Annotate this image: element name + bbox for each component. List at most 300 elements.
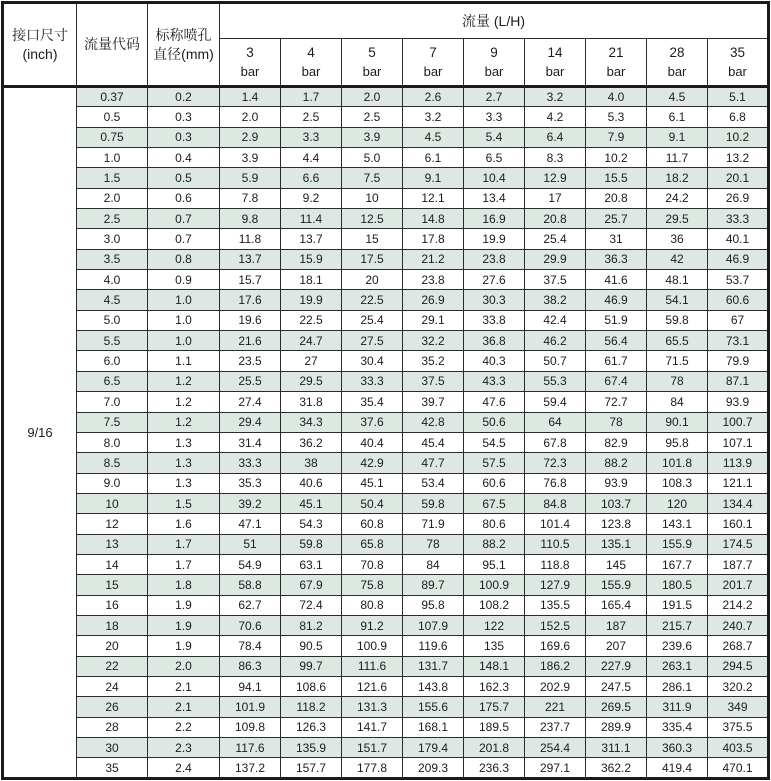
flow-value-cell: 120 [647, 493, 708, 513]
flow-value-cell: 33.3 [220, 453, 281, 473]
header-pressure-21bar [586, 39, 647, 87]
flow-value-cell: 29.5 [647, 209, 708, 229]
flow-value-cell: 29.9 [525, 249, 586, 269]
flow-code-cell: 22 [77, 656, 148, 676]
table-row [3, 534, 769, 554]
pressure-value: 28 [669, 45, 685, 61]
flow-code-cell: 0.5 [77, 107, 148, 127]
flow-value-cell: 119.6 [403, 636, 464, 656]
orifice-diameter-cell: 1.9 [148, 595, 220, 615]
flow-value-cell: 40.3 [464, 351, 525, 371]
header-orifice-line2: 直径(mm) [153, 45, 214, 62]
flow-value-cell: 6.1 [647, 107, 708, 127]
flow-value-cell: 12.1 [403, 188, 464, 208]
flow-value-cell: 67.9 [281, 575, 342, 595]
pressure-unit: bar [484, 63, 504, 79]
flow-value-cell: 18.1 [281, 270, 342, 290]
table-row [3, 514, 769, 534]
flow-value-cell: 3.2 [403, 107, 464, 127]
flow-value-cell: 20.8 [586, 188, 647, 208]
orifice-diameter-cell: 1.9 [148, 636, 220, 656]
flow-value-cell: 167.7 [647, 554, 708, 574]
pressure-unit: bar [606, 63, 626, 79]
flow-code-cell: 8.5 [77, 453, 148, 473]
flow-value-cell: 11.7 [647, 148, 708, 168]
flow-value-cell: 186.2 [525, 656, 586, 676]
flow-value-cell: 187.7 [708, 554, 769, 574]
flow-value-cell: 50.4 [342, 493, 403, 513]
flow-value-cell: 50.6 [464, 412, 525, 432]
flow-value-cell: 59.8 [403, 493, 464, 513]
flow-value-cell: 131.3 [342, 697, 403, 717]
flow-value-cell: 33.8 [464, 310, 525, 330]
table-row [3, 87, 769, 107]
flow-code-cell: 0.75 [77, 127, 148, 147]
flow-value-cell: 23.8 [403, 270, 464, 290]
flow-value-cell: 35.2 [403, 351, 464, 371]
table-row [3, 392, 769, 412]
flow-value-cell: 47.6 [464, 392, 525, 412]
flow-code-cell: 9.0 [77, 473, 148, 493]
orifice-diameter-cell: 1.9 [148, 615, 220, 635]
header-interface-size [3, 3, 77, 87]
flow-value-cell: 60.6 [708, 290, 769, 310]
orifice-diameter-cell: 2.4 [148, 758, 220, 779]
orifice-diameter-cell: 1.2 [148, 371, 220, 391]
header-flow-group: 流量 (L/H) [220, 3, 769, 39]
flow-value-cell: 107.1 [708, 432, 769, 452]
flow-code-cell: 30 [77, 738, 148, 758]
flow-value-cell: 58.8 [220, 575, 281, 595]
pressure-value: 35 [729, 45, 746, 61]
flow-value-cell: 10 [342, 188, 403, 208]
table-row [3, 636, 769, 656]
flow-value-cell: 239.6 [647, 636, 708, 656]
flow-value-cell: 29.4 [220, 412, 281, 432]
header-orifice-line1: 标称喷孔 [155, 27, 212, 44]
flow-value-cell: 5.4 [464, 127, 525, 147]
pressure-unit: bar [667, 63, 687, 79]
flow-value-cell: 59.4 [525, 392, 586, 412]
flow-value-cell: 2.9 [220, 127, 281, 147]
flow-value-cell: 4.0 [586, 87, 647, 107]
flow-value-cell: 17.5 [342, 249, 403, 269]
header-interface-size-line2: (inch) [22, 45, 58, 62]
flow-value-cell: 31.4 [220, 432, 281, 452]
flow-value-cell: 101.8 [647, 453, 708, 473]
flow-value-cell: 78.4 [220, 636, 281, 656]
orifice-diameter-cell: 0.9 [148, 270, 220, 290]
flow-value-cell: 362.2 [586, 758, 647, 779]
flow-value-cell: 5.3 [586, 107, 647, 127]
flow-value-cell: 15.7 [220, 270, 281, 290]
flow-value-cell: 40.1 [708, 229, 769, 249]
flow-value-cell: 201.8 [464, 738, 525, 758]
flow-value-cell: 42 [647, 249, 708, 269]
flow-value-cell: 237.7 [525, 717, 586, 737]
flow-value-cell: 100.9 [342, 636, 403, 656]
orifice-diameter-cell: 1.0 [148, 290, 220, 310]
flow-value-cell: 95.8 [403, 595, 464, 615]
flow-value-cell: 25.4 [525, 229, 586, 249]
pressure-value: 3 [246, 45, 254, 61]
flow-value-cell: 70.6 [220, 615, 281, 635]
flow-value-cell: 75.8 [342, 575, 403, 595]
flow-value-cell: 11.8 [220, 229, 281, 249]
flow-value-cell: 268.7 [708, 636, 769, 656]
flow-value-cell: 12.5 [342, 209, 403, 229]
flow-value-cell: 79.9 [708, 351, 769, 371]
flow-value-cell: 207 [586, 636, 647, 656]
flow-value-cell: 297.1 [525, 758, 586, 779]
orifice-diameter-cell: 2.1 [148, 676, 220, 696]
flow-value-cell: 419.4 [647, 758, 708, 779]
flow-value-cell: 15.5 [586, 168, 647, 188]
flow-value-cell: 90.5 [281, 636, 342, 656]
flow-value-cell: 34.3 [281, 412, 342, 432]
flow-value-cell: 5.9 [220, 168, 281, 188]
flow-value-cell: 263.1 [647, 656, 708, 676]
flow-value-cell: 113.9 [708, 453, 769, 473]
flow-value-cell: 118.8 [525, 554, 586, 574]
flow-value-cell: 9.1 [403, 168, 464, 188]
flow-value-cell: 27 [281, 351, 342, 371]
flow-value-cell: 111.6 [342, 656, 403, 676]
flow-code-cell: 10 [77, 493, 148, 513]
flow-value-cell: 42.4 [525, 310, 586, 330]
flow-value-cell: 6.8 [708, 107, 769, 127]
flow-value-cell: 17.6 [220, 290, 281, 310]
flow-value-cell: 145 [586, 554, 647, 574]
flow-value-cell: 26.9 [403, 290, 464, 310]
flow-value-cell: 100.9 [464, 575, 525, 595]
table-row [3, 310, 769, 330]
flow-value-cell: 59.8 [647, 310, 708, 330]
flow-code-cell: 18 [77, 615, 148, 635]
flow-value-cell: 3.3 [281, 127, 342, 147]
table-row [3, 371, 769, 391]
orifice-diameter-cell: 1.6 [148, 514, 220, 534]
flow-value-cell: 100.7 [708, 412, 769, 432]
flow-value-cell: 215.7 [647, 615, 708, 635]
flow-value-cell: 22.5 [281, 310, 342, 330]
flow-value-cell: 72.3 [525, 453, 586, 473]
flow-value-cell: 54.5 [464, 432, 525, 452]
flow-code-cell: 12 [77, 514, 148, 534]
flow-code-cell: 4.0 [77, 270, 148, 290]
flow-value-cell: 174.5 [708, 534, 769, 554]
flow-value-cell: 247.5 [586, 676, 647, 696]
table-row [3, 168, 769, 188]
pressure-value: 21 [608, 45, 624, 61]
flow-value-cell: 7.9 [586, 127, 647, 147]
flow-value-cell: 289.9 [586, 717, 647, 737]
flow-value-cell: 45.1 [281, 493, 342, 513]
flow-value-cell: 135.1 [586, 534, 647, 554]
flow-value-cell: 13.7 [220, 249, 281, 269]
flow-value-cell: 2.7 [464, 87, 525, 107]
flow-value-cell: 155.9 [586, 575, 647, 595]
flow-value-cell: 179.4 [403, 738, 464, 758]
flow-value-cell: 121.1 [708, 473, 769, 493]
table-row [3, 432, 769, 452]
orifice-diameter-cell: 0.5 [148, 168, 220, 188]
flow-value-cell: 269.5 [586, 697, 647, 717]
flow-value-cell: 14.8 [403, 209, 464, 229]
flow-value-cell: 6.5 [464, 148, 525, 168]
flow-code-cell: 1.0 [77, 148, 148, 168]
orifice-diameter-cell: 1.7 [148, 534, 220, 554]
flow-value-cell: 35.3 [220, 473, 281, 493]
flow-value-cell: 2.5 [342, 107, 403, 127]
header-pressure-14bar [525, 39, 586, 87]
flow-value-cell: 42.8 [403, 412, 464, 432]
flow-value-cell: 134.4 [708, 493, 769, 513]
orifice-diameter-cell: 0.7 [148, 209, 220, 229]
flow-value-cell: 30.4 [342, 351, 403, 371]
flow-value-cell: 63.1 [281, 554, 342, 574]
flow-value-cell: 23.5 [220, 351, 281, 371]
flow-value-cell: 375.5 [708, 717, 769, 737]
flow-value-cell: 37.6 [342, 412, 403, 432]
header-pressure-4bar [281, 39, 342, 87]
flow-value-cell: 108.2 [464, 595, 525, 615]
flow-value-cell: 24.2 [647, 188, 708, 208]
table-header [3, 3, 769, 87]
flow-value-cell: 21.6 [220, 331, 281, 351]
flow-code-cell: 7.5 [77, 412, 148, 432]
flow-value-cell: 36.2 [281, 432, 342, 452]
flow-value-cell: 84 [403, 554, 464, 574]
header-pressure-35bar [708, 39, 769, 87]
flow-value-cell: 42.9 [342, 453, 403, 473]
flow-value-cell: 335.4 [647, 717, 708, 737]
pressure-value: 9 [490, 45, 498, 61]
flow-value-cell: 47.7 [403, 453, 464, 473]
flow-value-cell: 320.2 [708, 676, 769, 696]
flow-value-cell: 349 [708, 697, 769, 717]
flow-value-cell: 175.7 [464, 697, 525, 717]
flow-value-cell: 84.8 [525, 493, 586, 513]
flow-value-cell: 88.2 [464, 534, 525, 554]
table-row [3, 453, 769, 473]
flow-code-cell: 26 [77, 697, 148, 717]
flow-code-cell: 5.5 [77, 331, 148, 351]
pressure-value: 5 [368, 45, 376, 61]
flow-value-cell: 37.5 [403, 371, 464, 391]
flow-value-cell: 25.4 [342, 310, 403, 330]
flow-value-cell: 162.3 [464, 676, 525, 696]
flow-value-cell: 59.8 [281, 534, 342, 554]
flow-value-cell: 4.5 [403, 127, 464, 147]
header-interface-size-line1: 接口尺寸 [12, 27, 68, 44]
flow-value-cell: 135.5 [525, 595, 586, 615]
orifice-diameter-cell: 2.3 [148, 738, 220, 758]
table-row [3, 209, 769, 229]
flow-value-cell: 82.9 [586, 432, 647, 452]
table-row [3, 331, 769, 351]
pressure-value: 4 [307, 45, 315, 61]
flow-value-cell: 78 [586, 412, 647, 432]
flow-code-cell: 20 [77, 636, 148, 656]
flow-value-cell: 108.6 [281, 676, 342, 696]
orifice-diameter-cell: 1.0 [148, 310, 220, 330]
flow-value-cell: 103.7 [586, 493, 647, 513]
flow-value-cell: 4.4 [281, 148, 342, 168]
table-row [3, 554, 769, 574]
pressure-unit: bar [301, 63, 321, 79]
table-row [3, 290, 769, 310]
flow-value-cell: 89.7 [403, 575, 464, 595]
flow-value-cell: 157.7 [281, 758, 342, 779]
flow-value-cell: 13.4 [464, 188, 525, 208]
orifice-diameter-cell: 1.3 [148, 453, 220, 473]
flow-value-cell: 80.8 [342, 595, 403, 615]
table-row [3, 738, 769, 758]
flow-value-cell: 40.4 [342, 432, 403, 452]
flow-value-cell: 65.5 [647, 331, 708, 351]
table-row [3, 249, 769, 269]
flow-value-cell: 67.5 [464, 493, 525, 513]
orifice-diameter-cell: 0.7 [148, 229, 220, 249]
flow-value-cell: 64 [525, 412, 586, 432]
flow-value-cell: 403.5 [708, 738, 769, 758]
flow-code-cell: 5.0 [77, 310, 148, 330]
flow-value-cell: 22.5 [342, 290, 403, 310]
flow-value-cell: 165.4 [586, 595, 647, 615]
flow-value-cell: 46.2 [525, 331, 586, 351]
flow-value-cell: 87.1 [708, 371, 769, 391]
table-row [3, 473, 769, 493]
flow-value-cell: 4.2 [525, 107, 586, 127]
flow-value-cell: 168.1 [403, 717, 464, 737]
flow-value-cell: 91.2 [342, 615, 403, 635]
flow-value-cell: 160.1 [708, 514, 769, 534]
pressure-unit: bar [240, 63, 260, 79]
flow-value-cell: 141.7 [342, 717, 403, 737]
flow-value-cell: 36 [647, 229, 708, 249]
flow-value-cell: 3.2 [525, 87, 586, 107]
orifice-diameter-cell: 1.0 [148, 331, 220, 351]
orifice-diameter-cell: 1.3 [148, 473, 220, 493]
orifice-diameter-cell: 1.7 [148, 554, 220, 574]
flow-value-cell: 6.4 [525, 127, 586, 147]
table-row [3, 412, 769, 432]
flow-value-cell: 76.8 [525, 473, 586, 493]
flow-value-cell: 67.4 [586, 371, 647, 391]
flow-value-cell: 36.3 [586, 249, 647, 269]
flow-value-cell: 51 [220, 534, 281, 554]
flow-code-cell: 6.0 [77, 351, 148, 371]
flow-value-cell: 2.5 [281, 107, 342, 127]
table-row [3, 717, 769, 737]
flow-value-cell: 8.3 [525, 148, 586, 168]
flow-value-cell: 27.4 [220, 392, 281, 412]
flow-value-cell: 10.4 [464, 168, 525, 188]
pressure-unit: bar [545, 63, 565, 79]
flow-value-cell: 81.2 [281, 615, 342, 635]
flow-value-cell: 37.5 [525, 270, 586, 290]
orifice-diameter-cell: 2.2 [148, 717, 220, 737]
flow-value-cell: 137.2 [220, 758, 281, 779]
flow-value-cell: 7.5 [342, 168, 403, 188]
flow-value-cell: 6.6 [281, 168, 342, 188]
flow-value-cell: 9.8 [220, 209, 281, 229]
flow-value-cell: 143.8 [403, 676, 464, 696]
flow-value-cell: 118.2 [281, 697, 342, 717]
orifice-diameter-cell: 0.3 [148, 107, 220, 127]
flow-value-cell: 10.2 [586, 148, 647, 168]
orifice-diameter-cell: 1.2 [148, 412, 220, 432]
interface-size-value: 9/16 [3, 87, 77, 779]
flow-value-cell: 72.7 [586, 392, 647, 412]
flow-code-cell: 24 [77, 676, 148, 696]
flow-value-cell: 180.5 [647, 575, 708, 595]
flow-value-cell: 27.5 [342, 331, 403, 351]
flow-code-cell: 35 [77, 758, 148, 779]
header-flow-code-label: 流量代码 [84, 36, 140, 53]
table-row [3, 697, 769, 717]
table-row [3, 270, 769, 290]
table-row [3, 758, 769, 779]
flow-value-cell: 126.3 [281, 717, 342, 737]
flow-value-cell: 311.9 [647, 697, 708, 717]
orifice-diameter-cell: 0.3 [148, 127, 220, 147]
flow-value-cell: 5.0 [342, 148, 403, 168]
flow-value-cell: 31.8 [281, 392, 342, 412]
table-row [3, 148, 769, 168]
flow-value-cell: 47.1 [220, 514, 281, 534]
flow-value-cell: 2.0 [342, 87, 403, 107]
flow-value-cell: 54.1 [647, 290, 708, 310]
flow-value-cell: 72.4 [281, 595, 342, 615]
flow-value-cell: 30.3 [464, 290, 525, 310]
flow-code-cell: 6.5 [77, 371, 148, 391]
flow-value-cell: 189.5 [464, 717, 525, 737]
flow-value-cell: 5.1 [708, 87, 769, 107]
flow-value-cell: 9.1 [647, 127, 708, 147]
flow-value-cell: 60.6 [464, 473, 525, 493]
flow-value-cell: 21.2 [403, 249, 464, 269]
header-flow-code [77, 3, 148, 87]
flow-value-cell: 70.8 [342, 554, 403, 574]
flow-value-cell: 84 [647, 392, 708, 412]
flow-value-cell: 177.8 [342, 758, 403, 779]
flow-value-cell: 56.4 [586, 331, 647, 351]
flow-value-cell: 240.7 [708, 615, 769, 635]
flow-value-cell: 38 [281, 453, 342, 473]
flow-value-cell: 43.3 [464, 371, 525, 391]
flow-value-cell: 7.8 [220, 188, 281, 208]
pressure-value: 14 [547, 45, 563, 61]
header-pressure-9bar [464, 39, 525, 87]
flow-value-cell: 214.2 [708, 595, 769, 615]
flow-value-cell: 54.9 [220, 554, 281, 574]
table-row [3, 575, 769, 595]
pressure-value: 7 [429, 45, 437, 61]
flow-value-cell: 45.1 [342, 473, 403, 493]
table-row [3, 615, 769, 635]
flow-value-cell: 35.4 [342, 392, 403, 412]
orifice-diameter-cell: 0.2 [148, 87, 220, 107]
flow-value-cell: 101.4 [525, 514, 586, 534]
flow-value-cell: 148.1 [464, 656, 525, 676]
flow-value-cell: 135.9 [281, 738, 342, 758]
flow-value-cell: 99.7 [281, 656, 342, 676]
orifice-diameter-cell: 1.1 [148, 351, 220, 371]
flow-value-cell: 254.4 [525, 738, 586, 758]
flow-code-cell: 4.5 [77, 290, 148, 310]
